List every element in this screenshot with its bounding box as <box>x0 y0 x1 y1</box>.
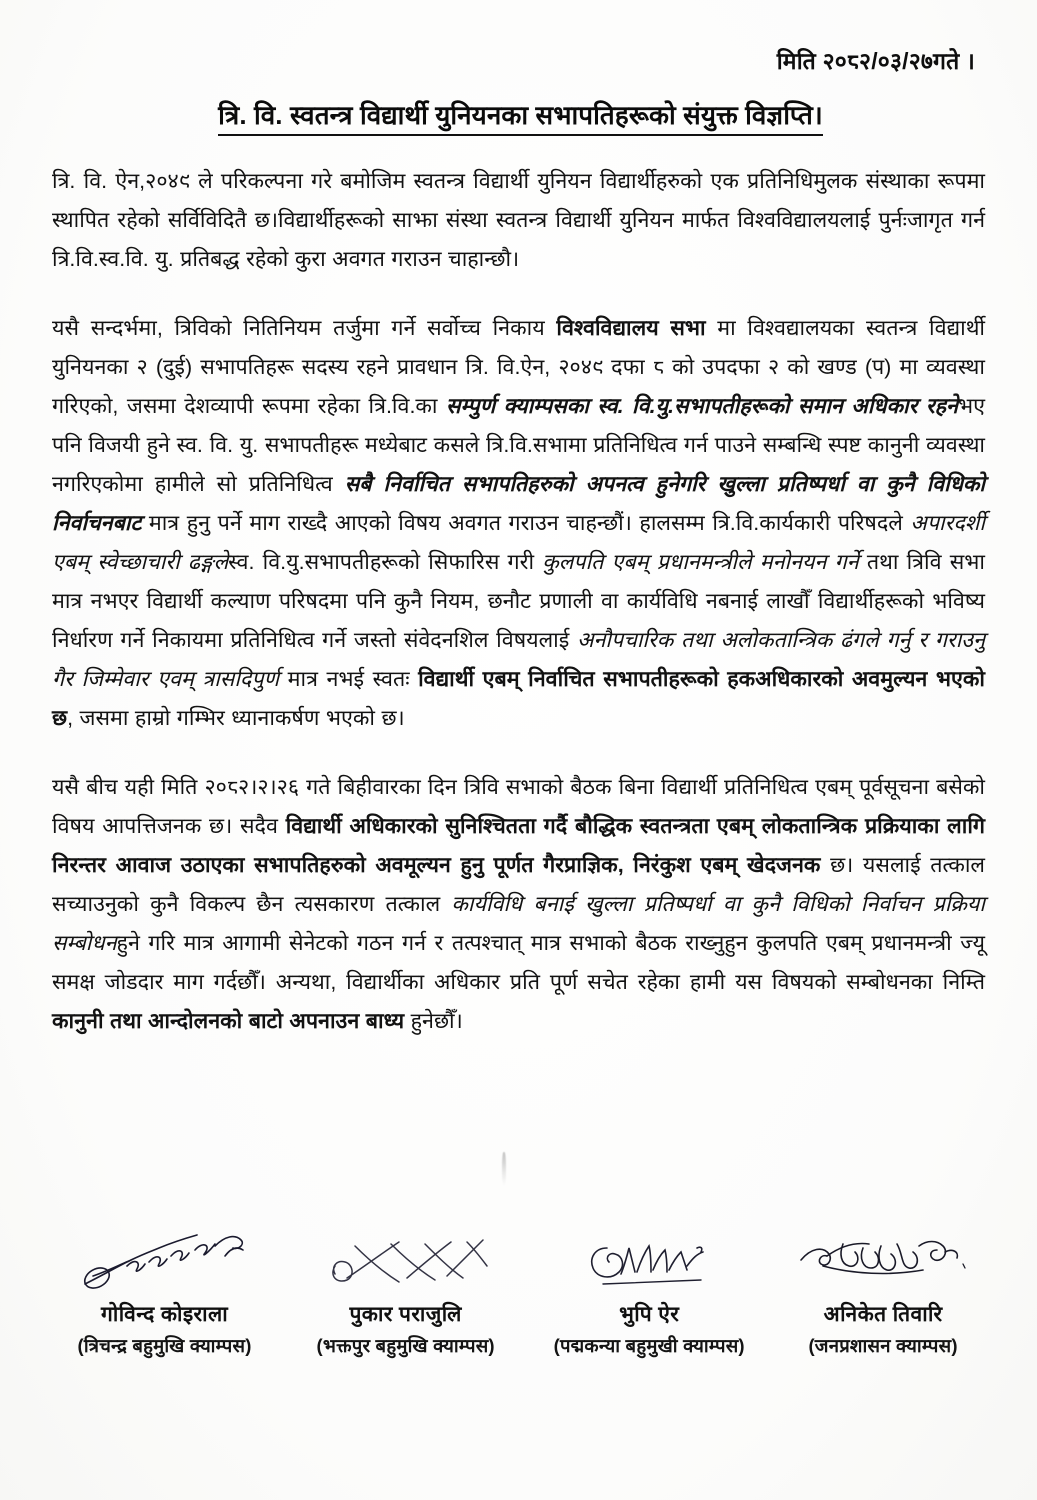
signature-campus: (त्रिचन्द्र बहुमुखि क्याम्पस) <box>77 1335 252 1356</box>
handwritten-signature-icon <box>526 1222 772 1296</box>
handwritten-signature-icon <box>44 1222 285 1296</box>
date-line: मिति २०८२/०३/२७गते । <box>776 48 975 74</box>
emphasized-text: अनौपचारिक तथा अलोकतान्त्रिक ढंगले गर्नु र गराउनु गैर जिम्मेवार एवम् त्रासदिपुर्ण <box>52 628 986 691</box>
emphasized-text: विद्यार्थी एबम् निर्वाचित सभापतीहरूको हकअधिकारको अवमुल्यन भएको छ <box>52 667 985 730</box>
emphasized-text: सबै निर्वाचित सभापतिहरुको अपनत्व हुनेगरि खुल्ला प्रतिष्पर्धा वा कुनै विधिको निर्वाचनबाट <box>52 472 985 535</box>
signature-block <box>44 1222 994 1358</box>
emphasized-text: विश्वविद्यालय सभा <box>556 316 706 340</box>
emphasized-text: सम्पुर्ण क्याम्पसका स्व. वि.यु.सभापतीहरूको समान अधिकार रहने <box>445 394 958 418</box>
paragraph: यसै सन्दर्भमा, त्रिविको नितिनियम तर्जुमा गर्ने सर्वोच्च निकाय विश्वविद्यालय सभा मा विश्वद्यालयका स्वतन्त्र विद्यार्थी युनियनका २ (दुई) सभापतिहरू सदस्य रहने प्रावधान त्रि. वि.ऐन, २०४९ दफा ८ को उपदफा २ को खण्ड (प) मा व्यवस्था गरिएको, जसमा देशव्यापी रूपमा रहेका त्रि.वि.का सम्पुर्ण क्याम्पसका स्व. वि.यु.सभापतीहरूको समान अधिकार रहनेभए पनि विजयी हुने स्व. वि. यु. सभापतीहरू मध्येबाट कसले त्रि.वि.सभामा प्रतिनिधित्व गर्न पाउने सम्बन्धि स्पष्ट कानुनी व्यवस्था नगरिएकोमा हामीले सो प्रतिनिधित्व सबै निर्वाचित सभापतिहरुको अपनत्व हुनेगरि खुल्ला प्रतिष्पर्धा वा कुनै विधिको निर्वाचनबाट मात्र हुनु पर्ने माग राख्दै आएको विषय अवगत गराउन चाहन्छौं। हालसम्म त्रि.वि.कार्यकारी परिषदले अपारदर्शी एबम् स्वेच्छाचारी ढङ्गलेस्व. वि.यु.सभापतीहरूको सिफारिस गरी कुलपति एबम् प्रधानमन्त्रीले मनोनयन गर्ने तथा त्रिवि सभा मात्र नभएर विद्यार्थी कल्याण परिषदमा पनि कुनै नियम, छनौट प्रणाली वा कार्यविधि नबनाई लाखौँ विद्यार्थीहरूको भविष्य निर्धारण गर्ने निकायमा प्रतिनिधित्व गर्ने जस्तो संवेदनशिल विषयलाई अनौपचारिक तथा अलोकतान्त्रिक ढंगले गर्नु र गराउनु गैर जिम्मेवार एवम् त्रासदिपुर्ण मात्र नभई स्वतः विद्यार्थी एबम् निर्वाचित सभापतीहरूको हकअधिकारको अवमुल्यन भएको छ, जसमा हाम्रो गम्भिर ध्यानाकर्षण भएको छ। <box>52 316 986 730</box>
signature-campus: (पद्मकन्या बहुमुखी क्याम्पस) <box>553 1335 745 1356</box>
ink-smudge-artifact <box>502 1152 506 1186</box>
page-title: त्रि. वि. स्वतन्त्र विद्यार्थी युनियनका सभापतिहरूको संयुक्त विज्ञप्ति। <box>218 96 823 136</box>
paragraph: यसै बीच यही मिति २०८२।२।२६ गते बिहीवारका दिन त्रिवि सभाको बैठक बिना विद्यार्थी प्रतिनिधित्व एबम् पूर्वसूचना बसेको विषय आपत्तिजनक छ। सदैव विद्यार्थी अधिकारको सुनिश्चितता गर्दै बौद्धिक स्वतन्त्रता एबम् लोकतान्त्रिक प्रक्रियाका लागि निरन्तर आवाज उठाएका सभापतिहरुको अवमूल्यन हुनु पूर्णत गैरप्राज्ञिक, निरंकुश एबम् खेदजनक छ। यसलाई तत्काल सच्याउनुको कुनै विकल्प छैन त्यसकारण तत्काल कार्यविधि बनाई खुल्ला प्रतिष्पर्धा वा कुनै विधिको निर्वाचन प्रक्रिया सम्बोधनहुने गरि मात्र आगामी सेनेटको गठन गर्न र तत्पश्चात् मात्र सभाको बैठक राख्नुहुन कुलपति एबम् प्रधानमन्त्री ज्यू समक्ष जोडदार माग गर्दछौँ। अन्यथा, विद्यार्थीका अधिकार प्रति पूर्ण सचेत रहेका हामी यस विषयको सम्बोधनका निम्ति कानुनी तथा आन्दोलनको बाटो अपनाउन बाध्य हुनेछौँ। <box>52 775 985 1033</box>
signature-name: गोविन्द कोइराला <box>101 1303 229 1326</box>
signature-entry <box>285 1222 526 1358</box>
paragraph: त्रि. वि. ऐन,२०४९ ले परिकल्पना गरे बमोजिम स्वतन्त्र विद्यार्थी युनियन विद्यार्थीहरुको एक प्रतिनिधिमुलक संस्थाका रूपमा स्थापित रहेको सर्विविदितै छ।विद्यार्थीहरूको साझा संस्था स्वतन्त्र विद्यार्थी युनियन मार्फत विश्वविद्यालयलाई पुर्नःजागृत गर्न त्रि.वि.स्व.वि. यु. प्रतिबद्ध रहेको कुरा अवगत गराउन चाहान्छौ। <box>52 169 985 271</box>
handwritten-signature-icon <box>285 1222 526 1296</box>
signature-entry <box>44 1222 285 1358</box>
signature-entry <box>526 1222 772 1358</box>
emphasized-text: कुलपति एबम् प्रधानमन्त्रीले मनोनयन गर्ने <box>542 550 859 574</box>
signature-entry <box>772 1222 994 1358</box>
body-text <box>44 162 997 1041</box>
title-container <box>44 96 997 136</box>
handwritten-signature-icon <box>772 1222 994 1296</box>
emphasized-text: अपारदर्शी एबम् स्वेच्छाचारी ढङ्गले <box>52 511 985 574</box>
emphasized-text: कानुनी तथा आन्दोलनको बाटो अपनाउन बाध्य <box>52 1009 405 1033</box>
signature-name: पुकार पराजुलि <box>349 1303 462 1326</box>
signature-campus: (भक्तपुर बहुमुखि क्याम्पस) <box>316 1335 495 1356</box>
signature-name: भुपि ऐर <box>619 1303 680 1326</box>
emphasized-text: विद्यार्थी अधिकारको सुनिश्चितता गर्दै बौद्धिक स्वतन्त्रता एबम् लोकतान्त्रिक प्रक्रियाका लागि निरन्तर आवाज उठाएका सभापतिहरुको अवमूल्यन हुनु पूर्णत गैरप्राज्ञिक, निरंकुश एबम् खेदजनक <box>52 814 985 877</box>
signature-name: अनिकेत तिवारि <box>823 1303 943 1326</box>
signature-campus: (जनप्रशासन क्याम्पस) <box>808 1335 958 1356</box>
emphasized-text: कार्यविधि बनाई खुल्ला प्रतिष्पर्धा वा कुनै विधिको निर्वाचन प्रक्रिया सम्बोधन <box>52 892 985 955</box>
